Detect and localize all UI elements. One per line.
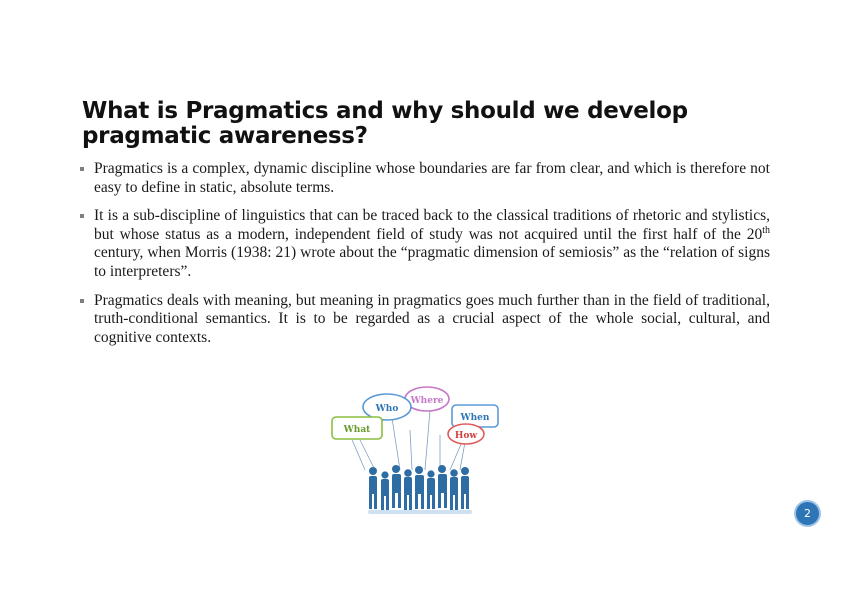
who-bubble: [363, 394, 411, 420]
bullet-superscript: th: [762, 224, 770, 236]
bullet-text: Pragmatics is a complex, dynamic discipline whose boundaries are far from clear, and which is therefore not easy to define in static, absolute terms.: [94, 160, 770, 196]
bullet-square-icon: [80, 214, 84, 218]
what-bubble: [332, 417, 382, 439]
when-label: When: [460, 413, 490, 423]
how-bubble: [448, 424, 484, 444]
bullet-list: [80, 160, 770, 357]
bullet-item: [80, 207, 770, 281]
bullet-text-before: It is a sub-discipline of linguistics that can be traced back to the classical traditions of rhetoric and stylistics, but whose status as a modern, independent field of study was not acquired until the first half of the 20: [94, 207, 770, 243]
bullet-text: Pragmatics deals with meaning, but meaning in pragmatics goes much further than in the field of traditional, truth-conditional semantics. It is to be regarded as a crucial aspect of the whole social, cultural, and cognitive contexts.: [94, 291, 770, 346]
crowd-reflection: [368, 510, 472, 514]
bullet-item: [80, 292, 770, 348]
where-label: Where: [410, 396, 444, 406]
how-label: How: [454, 431, 478, 441]
page-number-badge: 2: [794, 500, 821, 527]
who-label: Who: [375, 404, 399, 414]
people-crowd-icon: [369, 465, 469, 510]
speech-bubbles-illustration: [330, 385, 510, 520]
bullet-text-after: century, when Morris (1938: 21) wrote about the “pragmatic dimension of semiosis” as the “relation of signs to interpreters”.: [94, 244, 770, 280]
bullet-square-icon: [80, 167, 84, 171]
slide-title: What is Pragmatics and why should we develop pragmatic awareness?: [82, 98, 688, 149]
when-bubble: [452, 405, 498, 427]
what-label: What: [343, 425, 371, 435]
bullet-item: [80, 160, 770, 197]
bullet-square-icon: [80, 299, 84, 303]
